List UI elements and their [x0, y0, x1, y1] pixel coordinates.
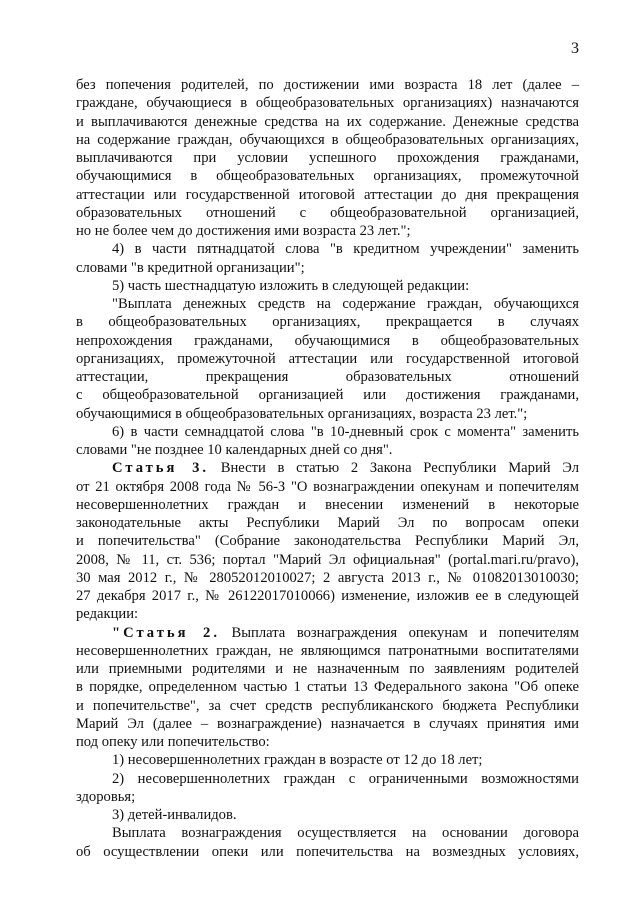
text-line: в порядке, определенном частью 1 статьи 13 Федерального закона "Об опеке [76, 679, 579, 696]
text-line: на содержание граждан, обучающихся в общеобразовательных организациях, [76, 131, 579, 148]
text-line: 27 декабря 2017 г., № 26122017010066) изменение, изложив ее в следующей [76, 588, 579, 604]
text-line: граждане, обучающиеся в общеобразовательных организациях) назначаются [76, 95, 579, 112]
text-line: об осуществлении опеки или попечительства на возмездных условиях, [76, 843, 579, 860]
text-line [76, 624, 579, 642]
document-body [76, 76, 579, 861]
text-line: или приемными родителями и не назначенным по заявлениям родителей [76, 661, 579, 677]
text-line: организациях, промежуточной аттестации или государственной итоговой [76, 350, 579, 367]
page-number: 3 [571, 40, 579, 57]
text-line: несовершеннолетних граждан и внесении изменений в некоторые [76, 496, 579, 513]
article-heading: "Статья 2. [112, 624, 220, 641]
text-line: обучающимися в общеобразовательных организациях, промежуточной [76, 168, 579, 185]
article-intro-text: Выплата вознаграждения опекунам и попечителям [219, 624, 579, 641]
text-line: 30 мая 2012 г., № 28052012010027; 2 августа 2013 г., № 01082013010030; [76, 569, 579, 586]
text-line: обучающимися в общеобразовательных организациях, возраста 23 лет."; [76, 405, 528, 422]
text-line: непрохождения гражданами, обучающимися в общеобразовательных [76, 332, 579, 349]
text-line: 6) в части семнадцатой слова "в 10-дневный срок с момента" заменить [112, 423, 579, 440]
text-line: с общеобразовательной организацией или достижения гражданами, [76, 387, 579, 404]
text-line: Марий Эл (далее – вознаграждение) назначается в случаях принятия ими [76, 715, 579, 732]
text-line: законодательные акты Республики Марий Эл по вопросам опеки [76, 515, 579, 531]
text-line: но не более чем до достижения ими возраста 23 лет."; [76, 223, 411, 239]
text-line: образовательных отношений с общеобразовательной организацией, [76, 204, 579, 221]
text-line: и попечительстве", за счет средств республиканского бюджета Республики [76, 697, 579, 714]
text-line: аттестации или государственной итоговой аттестации до дня прекращения [76, 186, 579, 203]
text-line: без попечения родителей, по достижении ими возраста 18 лет (далее – [76, 77, 579, 93]
text-line: 2008, № 11, ст. 536; портал "Марий Эл официальная" (portal.mari.ru/pravo), [76, 551, 579, 568]
text-line: аттестации, прекращения образовательных отношений [76, 369, 579, 385]
text-line: под опеку или попечительство: [76, 734, 270, 750]
article-heading: Статья 3. [112, 460, 210, 477]
text-line: Выплата вознаграждения осуществляется на основании договора [112, 825, 579, 842]
text-line: 3) детей-инвалидов. [112, 807, 237, 823]
text-line: несовершеннолетних граждан, не являющимся патронатными воспитателями [76, 642, 579, 659]
text-line: 2) несовершеннолетних граждан с ограниченными возможностями [112, 770, 579, 787]
article-intro-text: Внести в статью 2 Закона Республики Марий Эл [209, 460, 579, 477]
text-line: "Выплата денежных средств на содержание граждан, обучающихся [112, 296, 579, 312]
text-line: и выплачиваются денежные средства на их содержание. Денежные средства [76, 113, 579, 130]
text-line: выплачиваются при условии успешного прохождения гражданами, [76, 150, 579, 166]
text-line: здоровья; [76, 788, 136, 805]
text-line: редакции: [76, 606, 139, 623]
text-line [76, 459, 579, 477]
text-line: 4) в части пятнадцатой слова "в кредитном учреждении" заменить [112, 241, 579, 258]
text-line: и попечительства" (Собрание законодательства Республики Марий Эл, [76, 533, 579, 550]
text-line: в общеобразовательных организациях, прекращается в случаях [76, 314, 579, 331]
text-line: 5) часть шестнадцатую изложить в следующей редакции: [112, 277, 470, 294]
text-line: от 21 октября 2008 года № 56-З "О вознаграждении опекунам и попечителям [76, 478, 579, 495]
text-line: 1) несовершеннолетних граждан в возрасте от 12 до 18 лет; [112, 752, 483, 769]
text-line: словами "не позднее 10 календарных дней со дня". [76, 442, 393, 458]
text-line: словами "в кредитной организации"; [76, 259, 305, 276]
